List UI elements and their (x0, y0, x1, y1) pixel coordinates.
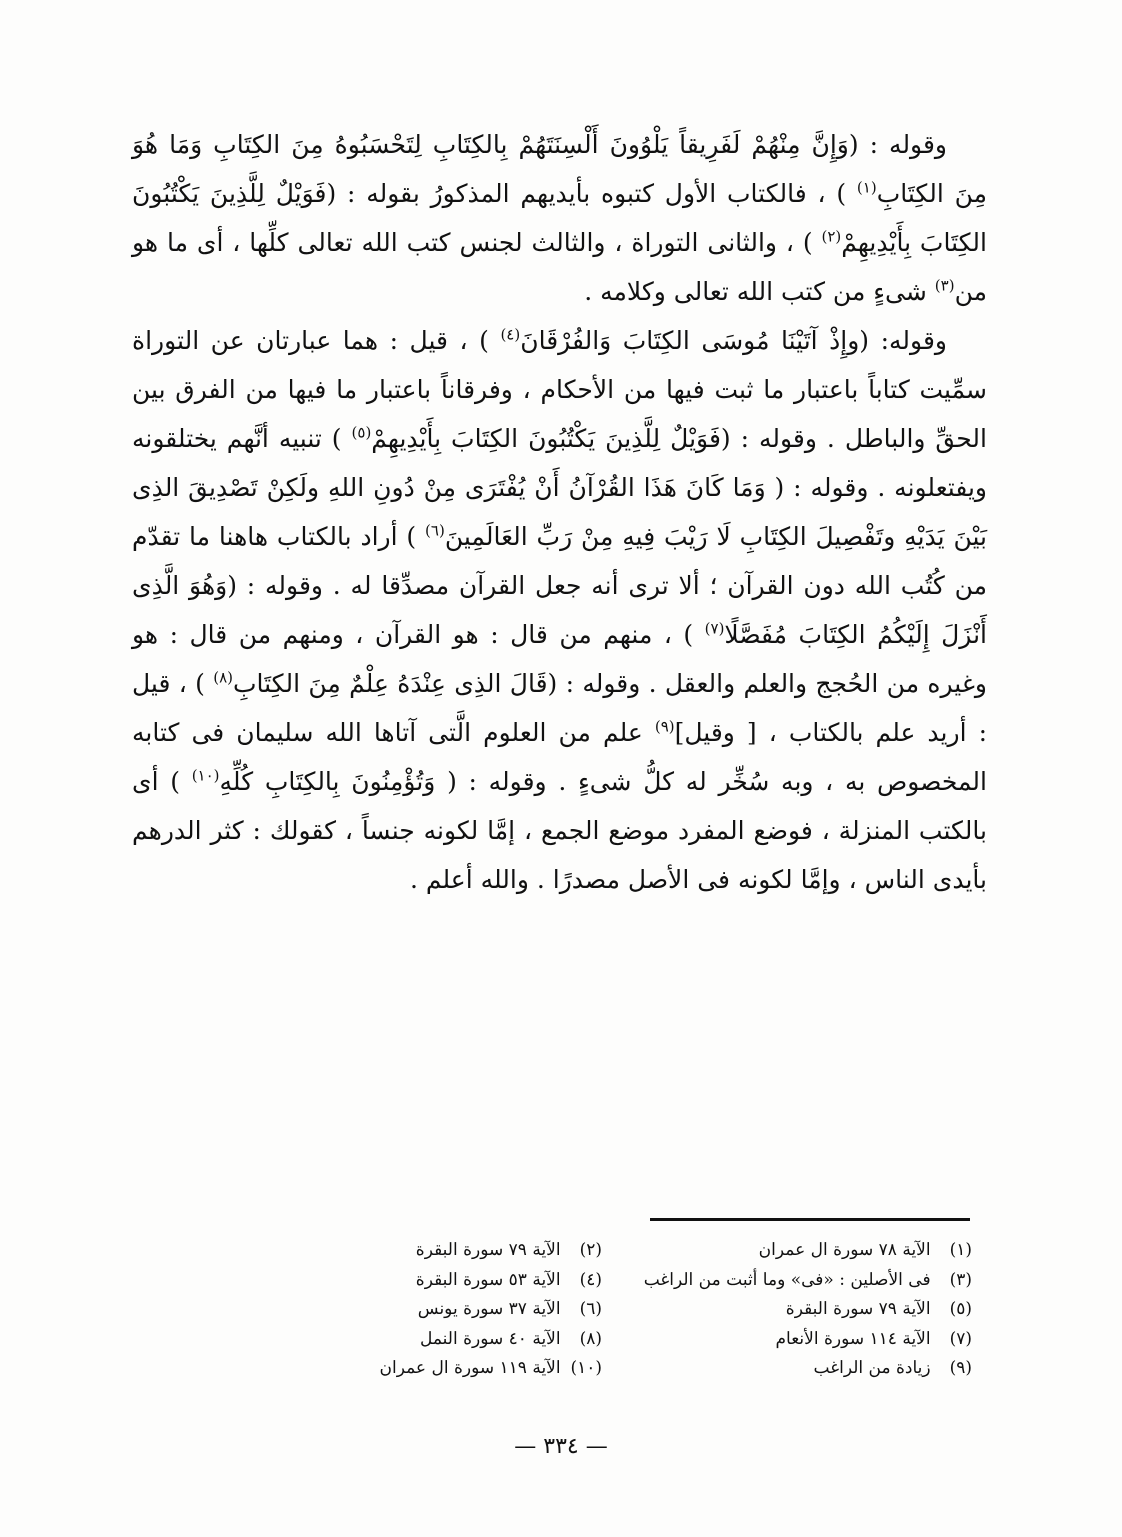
footnote-number: (١) (949, 1240, 972, 1260)
footnote-text: الآية ٧٨ سورة ال عمران (758, 1240, 936, 1260)
footnote-number: (٤) (579, 1269, 602, 1290)
footnote-item (602, 1354, 972, 1384)
footnote-reference: (٣) (934, 276, 955, 295)
footnote-item (252, 1295, 602, 1325)
footnote-item (252, 1325, 602, 1355)
text-run: ) أى بالكتب المنزلة ، فوضع المفرد موضع الجمع ، إمَّا لكونه جنساً ، كقولك : كثر الدرهم بأيدى الناس ، وإمَّا لكونه فى الأصل مصدرًا . والله أعلم . (132, 767, 987, 894)
footnotes-section (252, 1236, 972, 1384)
footnotes-grid (252, 1236, 972, 1384)
page-number: — ٣٣٤ — (514, 1434, 608, 1459)
footnote-reference: (١) (856, 178, 877, 197)
footnote-reference: (٩) (654, 717, 675, 736)
text-run: وقوله: (وإِذْ آتَيْنَا مُوسَى الكِتَابَ وَالفُرْقَانَ (520, 326, 947, 355)
footnote-number: (٨) (579, 1328, 602, 1349)
footnote-text: الآية ٧٩ سورة البقرة (785, 1299, 936, 1319)
text-run: ) ، فالكتاب الأول كتبوه بأيديهم المذكورُ بقوله : (فَوَيْلٌ لِلَّذِينَ يَكْتُبُونَ الكِتَابَ بِأَيْدِيهِمْ (132, 179, 987, 257)
footnote-number: (٩) (949, 1358, 972, 1378)
footnote-text: فى الأصلين : «فى» وما أثبت من الراغب (643, 1269, 936, 1290)
footnote-number: (٧) (949, 1328, 972, 1349)
footnote-item (602, 1295, 972, 1325)
footnote-reference: (٦) (425, 521, 445, 540)
text-run: شىءٍ من كتب الله تعالى وكلامه . (584, 277, 935, 306)
footnote-item (602, 1325, 972, 1355)
footnote-reference: (٥) (351, 423, 372, 442)
footnote-item (602, 1266, 972, 1296)
footnote-text: الآية ٥٣ سورة البقرة (415, 1269, 566, 1290)
footnote-text: الآية ٣٧ سورة يونس (417, 1299, 566, 1319)
footnote-number: (٣) (949, 1269, 972, 1290)
text-run: وقوله : (وَإِنَّ مِنْهُمْ لَفَرِيقاً يَلْوُونَ أَلْسِنَتَهُمْ بِالكِتَابِ لِتَحْسَبُوهُ مِنَ الكِتَابِ وَمَا هُوَ مِنَ الكِتَابِ (132, 130, 987, 208)
footnote-text: الآية ١١٤ سورة الأنعام (775, 1328, 936, 1349)
footnote-reference: (٤) (500, 325, 521, 344)
text-run: ) أراد بالكتاب هاهنا ما تقدّم من كُتُب الله دون القرآن ؛ ألا ترى أنه جعل القرآن مصدِّقا له . وقوله : (وَهُوَ الَّذِى أَنْزَلَ إِلَيْكُمُ الكِتَابَ مُفَصَّلًا (132, 522, 987, 649)
footnote-number: (٢) (579, 1240, 602, 1260)
footnote-item (602, 1236, 972, 1266)
footnote-item (252, 1266, 602, 1296)
text-run: ) ، منهم من قال : هو القرآن ، ومنهم من قال : هو وغيره من الحُجج والعلم والعقل . وقوله : (قَالَ الذِى عِنْدَهُ عِلْمٌ مِنَ الكِتَابِ (132, 620, 988, 698)
text-run: ) ، قيل : هما عبارتان عن التوراة سمِّيت كتاباً باعتبار ما ثبت فيها من الأحكام ، وفرقاناً باعتبار ما فيها من الفرق بين الحقِّ والباطل . وقوله : (فَوَيْلٌ لِلَّذِينَ يَكْتُبُونَ الكِتَابَ بِأَيْدِيهِمْ (132, 326, 987, 453)
footnote-text: الآية ١١٩ سورة ال عمران (379, 1358, 566, 1378)
paragraph-2 (132, 316, 987, 904)
footnote-reference: (٢) (821, 227, 842, 246)
footnote-text: زيادة من الراغب (813, 1358, 936, 1378)
text-run: علم من العلوم الَّتى آتاها الله سليمان فى كتابه المخصوص به ، وبه سُخِّر له كلُّ شىءٍ . وقوله : ( وَتُؤْمِنُونَ بِالكِتَابِ كُلِّهِ (132, 718, 987, 796)
footnote-reference: (٨) (213, 668, 233, 687)
footnote-text: الآية ٧٩ سورة البقرة (415, 1240, 566, 1260)
text-run: ) ، قيل : أريد علم بالكتاب ، [ وقيل] (132, 669, 987, 747)
main-text (132, 120, 987, 904)
footnote-reference: (١٠) (191, 766, 220, 785)
paragraph-1 (132, 120, 987, 316)
footnote-number: (٥) (949, 1299, 972, 1319)
footnote-item (252, 1354, 602, 1384)
footnote-number: (٦) (579, 1299, 602, 1319)
footnote-reference: (٧) (704, 619, 725, 638)
footnote-number: (١٠) (570, 1358, 602, 1378)
text-run: ) ، والثانى التوراة ، والثالث لجنس كتب الله تعالى كلِّها ، أى ما هو من (132, 228, 987, 306)
footnote-item (252, 1236, 602, 1266)
footnote-separator (650, 1218, 970, 1221)
footnote-text: الآية ٤٠ سورة النمل (419, 1328, 566, 1349)
text-run: ) تنبيه أنَّهم يختلقونه ويفتعلونه . وقوله : ( وَمَا كَانَ هَذَا القُرْآنُ أَنْ يُفْتَرَى مِنْ دُونِ اللهِ ولَكِنْ تَصْدِيقَ الذِى بَيْنَ يَدَيْهِ وتَفْصِيلَ الكِتَابِ لَا رَيْبَ فِيهِ مِنْ رَبِّ العَالَمِينَ (132, 424, 988, 551)
